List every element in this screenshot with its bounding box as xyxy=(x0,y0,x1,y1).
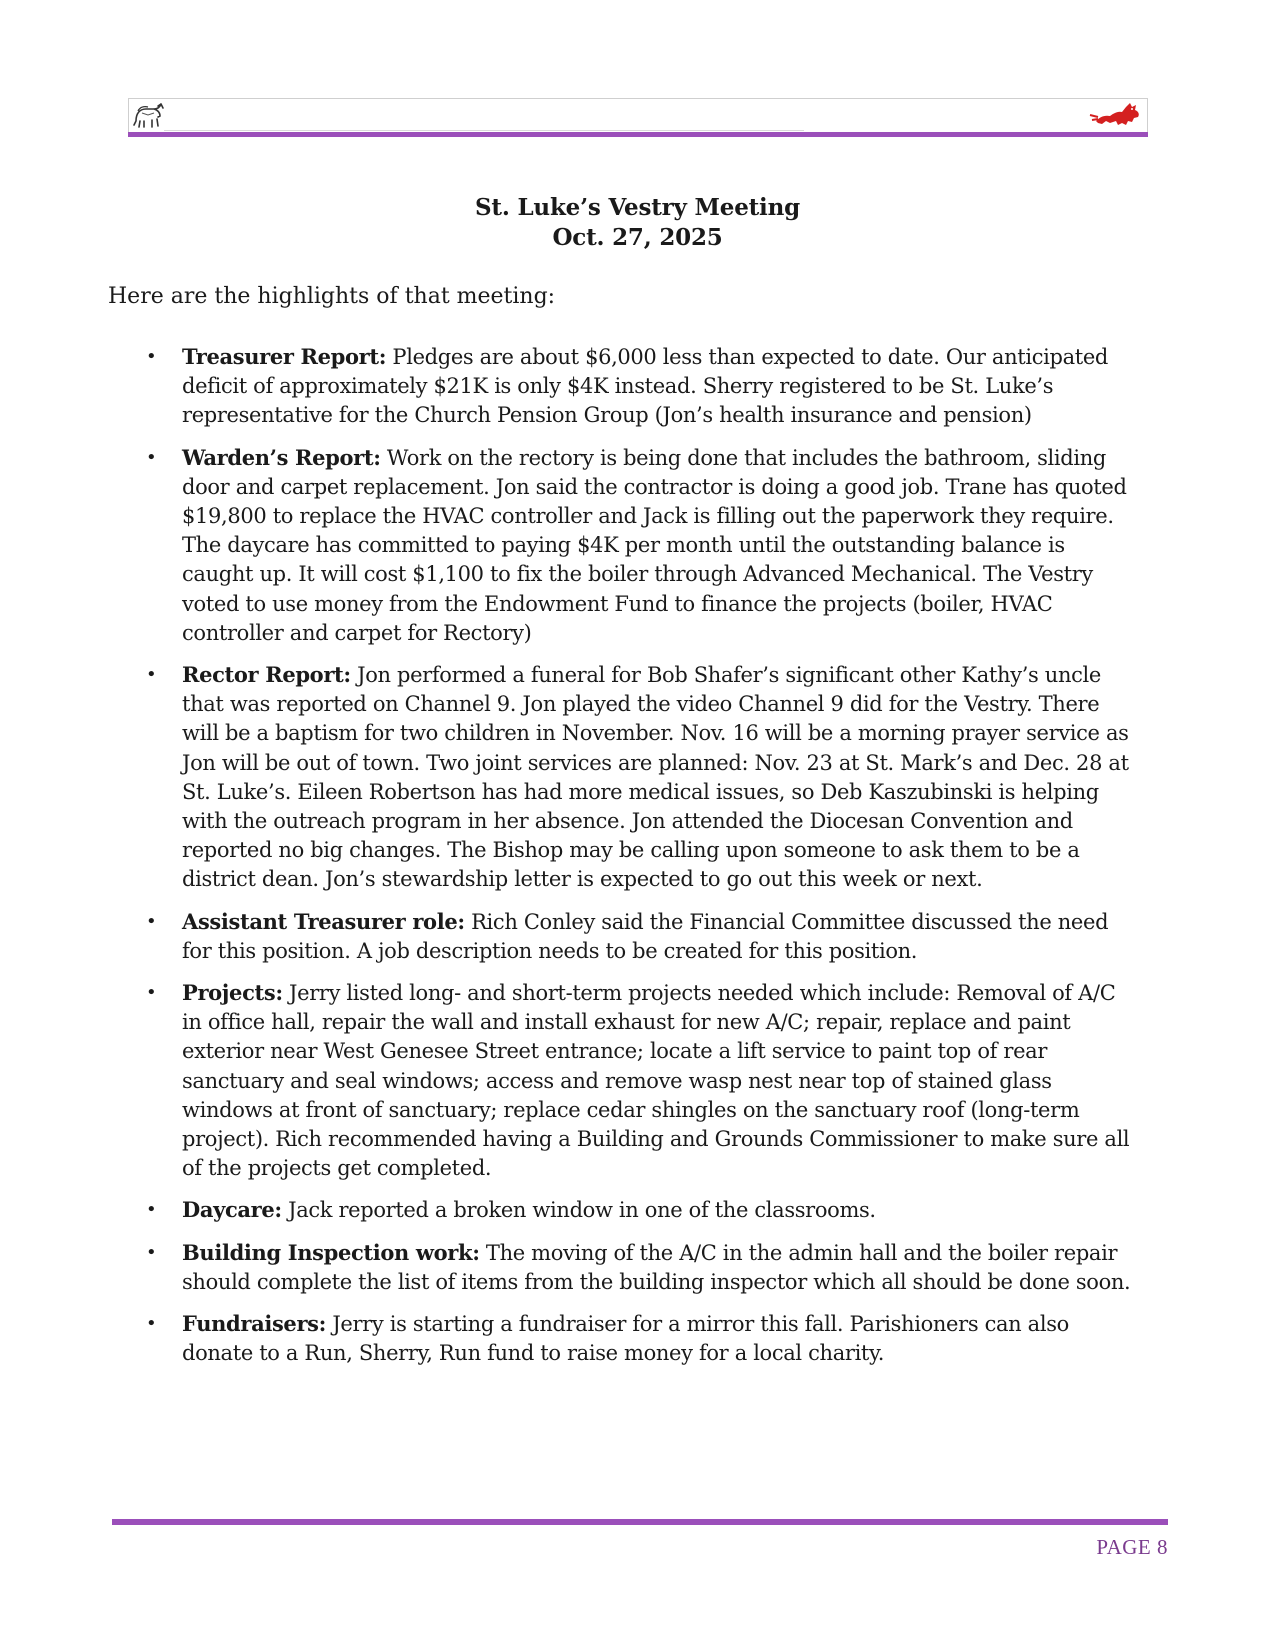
item-text: Rich Conley said the Financial Committee discussed the need for this position. A job description needs to be created for this position. xyxy=(182,909,1109,963)
bullet-icon: • xyxy=(146,664,157,686)
item-text: Jack reported a broken window in one of the classrooms. xyxy=(281,1198,876,1223)
meeting-title: St. Luke’s Vestry Meeting xyxy=(475,194,800,221)
item-text: Jon performed a funeral for Bob Shafer’s significant other Kathy’s uncle that was reported on Channel 9. Jon played the video Channel 9 did for the Vestry. There will be a baptism for two children in November. Nov. 16 will be a morning prayer service as Jon will be out of town. Two joint services are planned: Nov. 23 at St. Mark’s and Dec. 28 at St. Luke’s. Eileen Robertson has had more medical issues, so Deb Kaszubinski is helping with the outreach program in her absence. Jon attended the Diocesan Convention and reported no big changes. The Bishop may be calling upon someone to ask them to be a district dean. Jon’s stewardship letter is expected to go out this week or next. xyxy=(182,663,1129,892)
item-label: Projects: xyxy=(182,980,283,1006)
item-label: Warden’s Report: xyxy=(182,444,381,470)
item-text: Work on the rectory is being done that includes the bathroom, sliding door and carpet replacement. Jon said the contractor is doing a good job. Trane has quoted $19,800 to replace the HVAC controller and Jack is filling out the paperwork they require. The daycare has committed to paying $4K per month until the outstanding balance is caught up. It will cost $1,100 to fix the boiler through Advanced Mechanical. The Vestry voted to use money from the Endowment Fund to finance the projects (boiler, HVAC controller and carpet for Rectory) xyxy=(182,445,1127,645)
bullet-icon: • xyxy=(146,446,157,468)
item-text: Pledges are about $6,000 less than expected to date. Our anticipated deficit of approximately $21K is only $4K instead. Sherry registered to be St. Luke’s representative for the Church Pension Group (Jon’s health insurance and pension) xyxy=(182,345,1109,428)
list-item xyxy=(108,907,1138,966)
list-item xyxy=(108,660,1138,895)
item-text: The moving of the A/C in the admin hall and the boiler repair should complete the list of items from the building inspector which all should be done soon. xyxy=(182,1240,1131,1294)
lion-icon xyxy=(1088,99,1146,129)
bullet-icon: • xyxy=(146,1199,157,1221)
item-text: Jerry listed long- and short-term projects needed which include: Removal of A/C in office hall, repair the wall and install exhaust for new A/C; repair, replace and paint exterior near West Genesee Street entrance; locate a lift service to paint top of rear sanctuary and seal windows; access and remove wasp nest near top of stained glass windows at front of sanctuary; replace cedar shingles on the sanctuary roof (long-term project). Rich recommended having a Building and Grounds Commissioner to make sure all of the projects get completed. xyxy=(182,981,1130,1181)
list-item xyxy=(108,443,1138,648)
page-header xyxy=(128,98,1148,135)
ox-icon xyxy=(130,101,166,129)
bullet-icon: • xyxy=(146,1313,157,1335)
list-item xyxy=(108,978,1138,1183)
highlights-list xyxy=(108,342,1138,1381)
page-title xyxy=(0,193,1275,253)
meeting-date: Oct. 27, 2025 xyxy=(552,224,723,251)
list-item xyxy=(108,1309,1138,1368)
list-item xyxy=(108,342,1138,431)
item-label: Fundraisers: xyxy=(182,1311,327,1337)
bullet-icon: • xyxy=(146,910,157,932)
header-frame xyxy=(128,98,1148,132)
item-text: Jerry is starting a fundraiser for a mirror this fall. Parishioners can also donate to a Run, Sherry, Run fund to raise money for a local charity. xyxy=(182,1312,1069,1366)
bullet-icon: • xyxy=(146,982,157,1004)
header-divider xyxy=(164,130,804,131)
intro-text: Here are the highlights of that meeting: xyxy=(108,284,556,309)
item-label: Assistant Treasurer role: xyxy=(182,908,465,934)
bullet-icon: • xyxy=(146,1241,157,1263)
page-number: PAGE 8 xyxy=(1096,1535,1168,1559)
item-label: Rector Report: xyxy=(182,662,351,688)
list-item xyxy=(108,1195,1138,1225)
header-rule xyxy=(128,132,1148,137)
list-item xyxy=(108,1238,1138,1297)
item-label: Building Inspection work: xyxy=(182,1239,480,1265)
bullet-icon: • xyxy=(146,346,157,367)
item-label: Treasurer Report: xyxy=(182,344,387,369)
item-label: Daycare: xyxy=(182,1197,282,1223)
footer-rule xyxy=(112,1519,1168,1525)
